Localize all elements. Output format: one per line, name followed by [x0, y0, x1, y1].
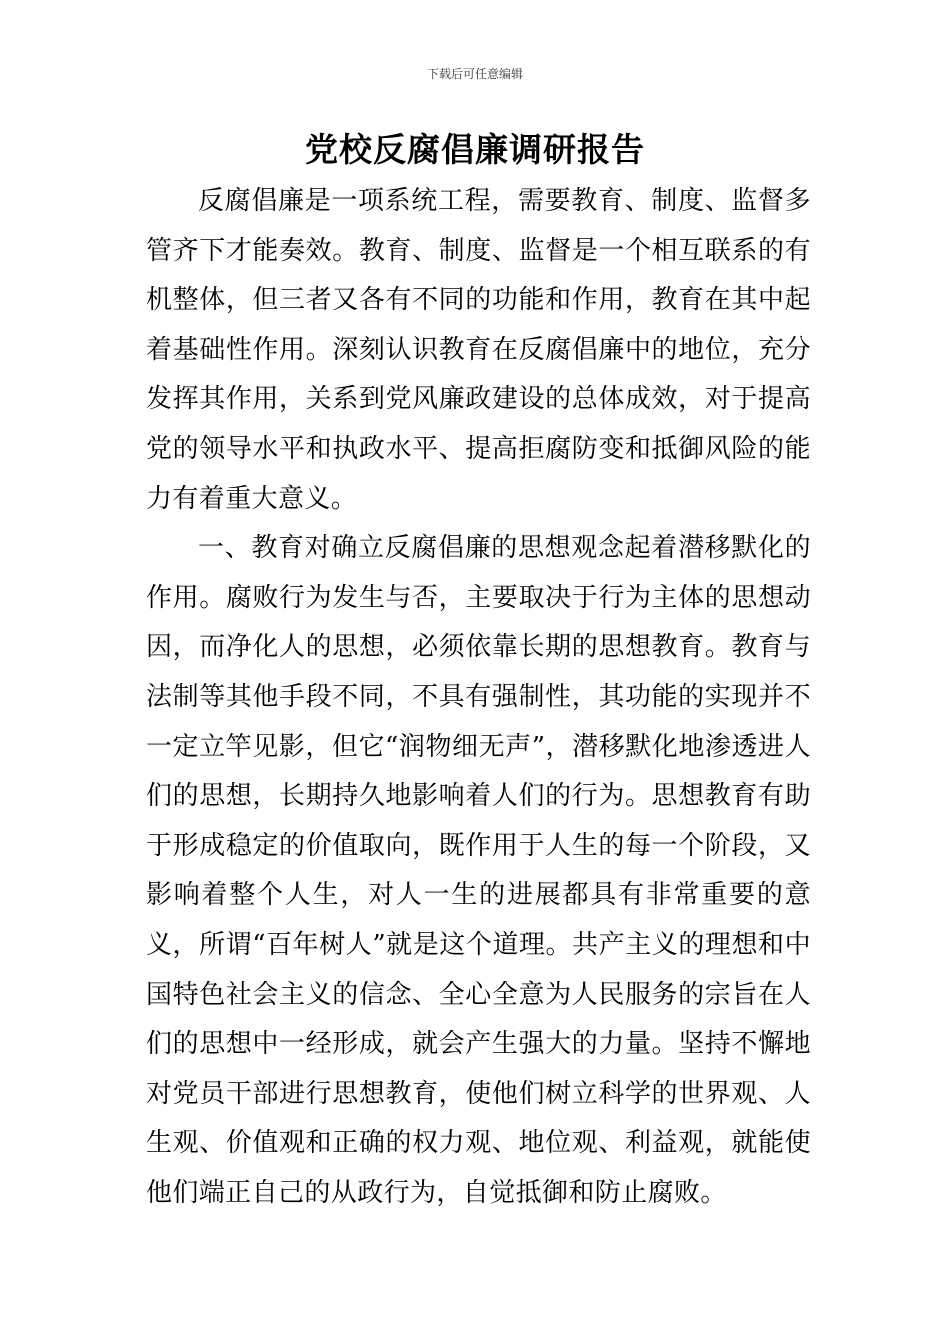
paragraph-section-one: 一、教育对确立反腐倡廉的思想观念起着潜移默化的作用。腐败行为发生与否，主要取决于行为主体的思想动因，而净化人的思想，必须依靠长期的思想教育。教育与法制等其他手段不同，不具有强制性，其功能的实现并不一定立竿见影，但它“润物细无声”，潜移默化地渗透进人们的思想，长期持久地影响着人们的行为。思想教育有助于形成稳定的价值取向，既作用于人生的每一个阶段，又影响着整个人生，对人一生的进展都具有非常重要的意义，所谓“百年树人”就是这个道理。共产主义的理想和中国特色社会主义的信念、全心全意为人民服务的宗旨在人们的思想中一经形成，就会产生强大的力量。坚持不懈地对党员干部进行思想教育，使他们树立科学的世界观、人生观、价值观和正确的权力观、地位观、利益观，就能使他们端正自己的从政行为，自觉抵御和防止腐败。 [146, 533, 811, 1208]
document-body [146, 177, 811, 1218]
header-note: 下载后可任意编辑 [426, 67, 523, 81]
document-title: 党校反腐倡廉调研报告 [305, 130, 645, 169]
paragraph-intro: 反腐倡廉是一项系统工程，需要教育、制度、监督多管齐下才能奏效。教育、制度、监督是一个相互联系的有机整体，但三者又各有不同的功能和作用，教育在其中起着基础性作用。深刻认识教育在反腐倡廉中的地位，充分发挥其作用，关系到党风廉政建设的总体成效，对于提高党的领导水平和执政水平、提高拒腐防变和抵御风险的能力有着重大意义。 [146, 186, 811, 514]
